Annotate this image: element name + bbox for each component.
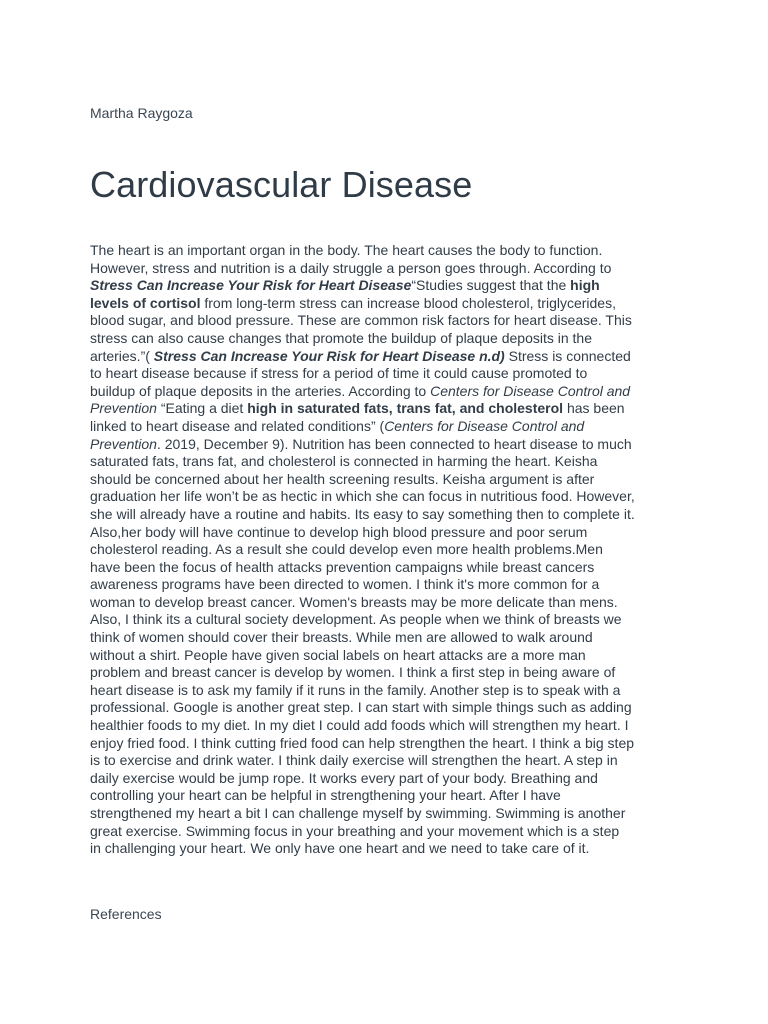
text-run: have been the focus of health attacks prevention campaigns while breast cancers <box>90 558 595 575</box>
text-run: woman to develop breast cancer. Women's breasts may be more delicate than mens. <box>90 593 618 610</box>
text-run: healthier foods to my diet. In my diet I could add foods which will strengthen my heart. I <box>90 717 629 734</box>
body-line <box>90 735 682 753</box>
body-line <box>90 717 682 735</box>
text-run: . 2019, December 9). Nutrition has been connected to heart disease to much <box>156 435 632 452</box>
body-line <box>90 770 682 788</box>
body-line <box>90 365 682 383</box>
text-run: in challenging your heart. We only have one heart and we need to take care of it. <box>90 840 590 857</box>
text-run: enjoy fried food. I think cutting fried food can help strengthen the heart. I think a big step <box>90 734 635 751</box>
text-run: “Studies suggest that the <box>411 277 571 294</box>
body-line <box>90 418 682 436</box>
text-run: is to exercise and drink water. I think daily exercise will strengthen the heart. A step in <box>90 752 618 769</box>
references-heading: References <box>90 906 162 922</box>
body-line <box>90 436 682 454</box>
text-run: controlling your heart can be helpful in strengthening your heart. After I have <box>90 787 561 804</box>
styled-text-run: high <box>570 277 600 294</box>
styled-text-run: Stress Can Increase Your Risk for Heart Disease n.d) <box>153 347 505 364</box>
body-line <box>90 453 682 471</box>
styled-text-run: levels of cortisol <box>90 294 201 311</box>
text-run: daily exercise would be jump rope. It works every part of your body. Breathing and <box>90 769 598 786</box>
body-line <box>90 541 682 559</box>
text-run: The heart is an important organ in the body. The heart causes the body to function. <box>90 242 603 258</box>
body-line <box>90 682 682 700</box>
text-run: “Eating a diet <box>156 400 248 417</box>
body-line <box>90 647 682 665</box>
body-line <box>90 594 682 612</box>
document-title: Cardiovascular Disease <box>90 164 473 205</box>
body-line <box>90 242 682 260</box>
text-run: linked to heart disease and related conditions” ( <box>90 417 385 434</box>
body-line <box>90 576 682 594</box>
text-run: to heart disease because if stress for a period of time it could cause promoted to <box>90 365 588 382</box>
text-run: from long-term stress can increase blood cholesterol, triglycerides, <box>200 294 616 311</box>
text-run: buildup of plaque deposits in the arteries. According to <box>90 382 431 399</box>
text-run: great exercise. Swimming focus in your breathing and your movement which is a step <box>90 822 620 839</box>
body-line <box>90 330 682 348</box>
text-run: without a shirt. People have given social labels on heart attacks are a more man <box>90 646 586 663</box>
body-line <box>90 260 682 278</box>
body-line <box>90 348 682 366</box>
text-run: awareness programs have been directed to women. I think it's more common for a <box>90 576 600 593</box>
body-line <box>90 488 682 506</box>
text-run: Also,her body will have continue to develop high blood pressure and poor serum <box>90 523 588 540</box>
body-line <box>90 277 682 295</box>
text-run: think of women should cover their breasts. While men are allowed to walk around <box>90 629 593 646</box>
body-line <box>90 629 682 647</box>
text-run: problem and breast cancer is develop by women. I think a first step in being aware of <box>90 664 616 681</box>
body-line <box>90 699 682 717</box>
body-line <box>90 559 682 577</box>
body-line <box>90 295 682 313</box>
styled-text-run: Stress Can Increase Your Risk for Heart Disease <box>90 277 412 294</box>
text-run: has been <box>563 400 625 417</box>
styled-text-run: Prevention <box>90 435 157 452</box>
body-line <box>90 611 682 629</box>
body-line <box>90 506 682 524</box>
text-run: professional. Google is another great step. I can start with simple things such as adding <box>90 699 632 716</box>
body-line <box>90 383 682 401</box>
body-paragraph <box>90 242 682 858</box>
text-run: strengthened my heart a bit I can challenge myself by swimming. Swimming is another <box>90 805 626 821</box>
text-run: Also, I think its a cultural society development. As people when we think of breasts we <box>90 611 622 628</box>
body-line <box>90 400 682 418</box>
text-run: heart disease is to ask my family if it runs in the family. Another step is to speak with a <box>90 681 621 698</box>
styled-text-run: Centers for Disease Control and <box>430 382 631 399</box>
text-run: Stress is connected <box>504 347 631 364</box>
text-run: should be concerned about her health screening results. Keisha argument is after <box>90 470 595 487</box>
body-line <box>90 524 682 542</box>
text-run: cholesterol reading. As a result she could develop even more health problems.Men <box>90 541 603 558</box>
body-line <box>90 471 682 489</box>
text-run: arteries.”( <box>90 347 154 364</box>
text-run: blood sugar, and blood pressure. These are common risk factors for heart disease. This <box>90 312 632 329</box>
body-line <box>90 805 682 823</box>
body-line <box>90 840 682 858</box>
text-run: stress can also cause changes that promote the buildup of plaque deposits in the <box>90 329 592 346</box>
body-line <box>90 312 682 330</box>
body-line <box>90 787 682 805</box>
styled-text-run: Prevention <box>90 400 157 417</box>
styled-text-run: high in saturated fats, trans fat, and cholesterol <box>247 400 564 417</box>
body-line <box>90 823 682 841</box>
text-run: she will already have a routine and habits. Its easy to say something then to complete it. <box>90 505 635 522</box>
text-run: saturated fats, trans fat, and cholesterol is connected in harming the heart. Keisha <box>90 453 598 470</box>
body-line <box>90 664 682 682</box>
text-run: However, stress and nutrition is a daily struggle a person goes through. According to <box>90 259 612 276</box>
author-name: Martha Raygoza <box>90 105 193 121</box>
body-line <box>90 752 682 770</box>
text-run: graduation her life won’t be as hectic in which she can focus in nutritious food. However, <box>90 488 635 505</box>
styled-text-run: Centers for Disease Control and <box>384 417 585 434</box>
